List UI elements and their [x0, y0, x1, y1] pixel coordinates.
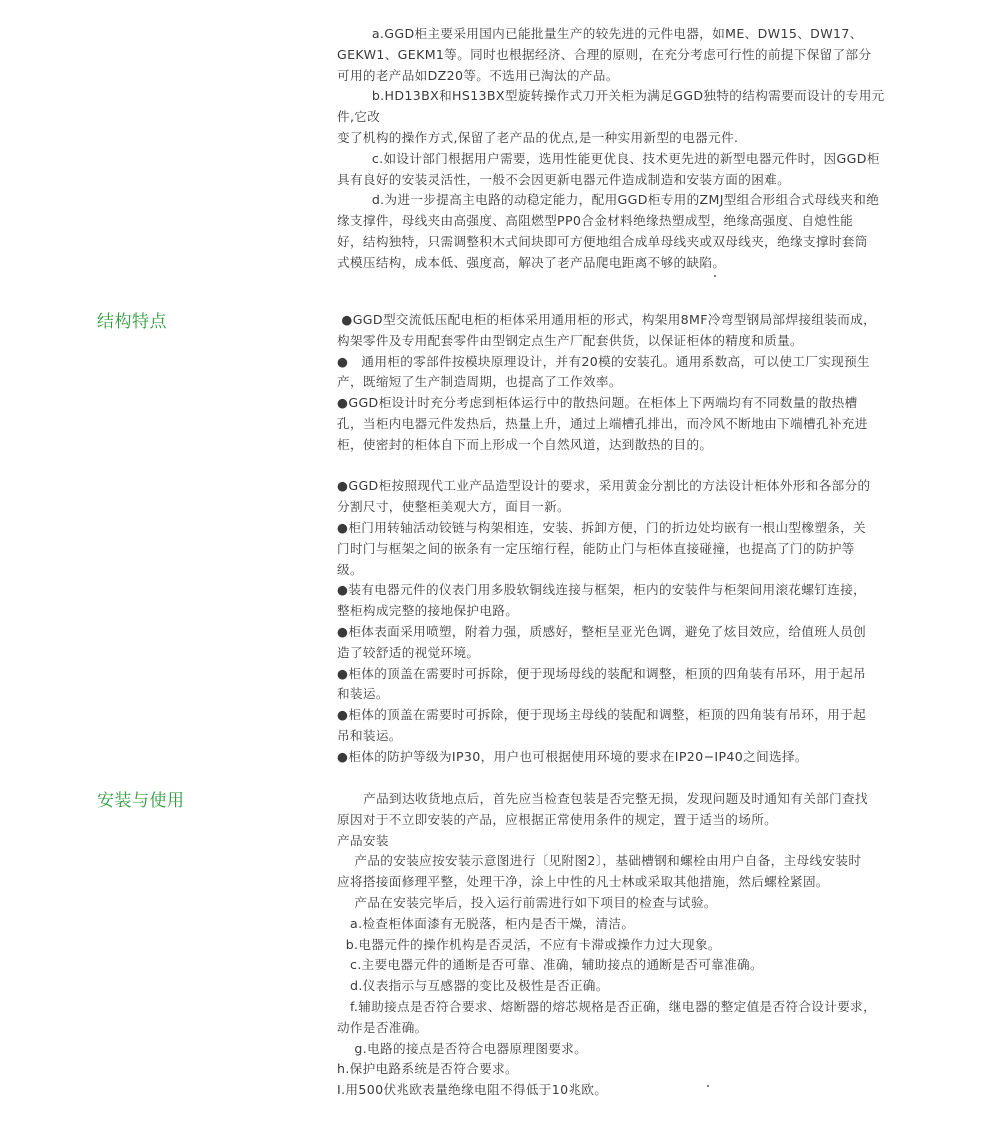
- intro-line: 具有良好的安装灵活性，一般不会因更新电器元件造成制造和安装方面的困难。: [337, 171, 791, 187]
- structure-line: ●柜体的顶盖在需要时可拆除，便于现场母线的装配和调整，柜顶的四角装有吊环，用于起吊: [337, 665, 867, 681]
- install-line: 应将搭接面修理平整，处理干净，涂上中性的凡士林或采取其他措施，然后螺栓紧固。: [337, 874, 829, 890]
- install-line: b.电器元件的操作机构是否灵活，不应有卡滞或操作力过大现象。: [337, 936, 721, 952]
- stray-dot: [707, 1085, 709, 1087]
- structure-line: 吊和装运。: [337, 727, 402, 743]
- intro-text: [337, 24, 925, 274]
- install-text: [337, 789, 925, 1101]
- structure-line: 和装运。: [337, 686, 389, 702]
- intro-line: 缘支撑件，母线夹由高强度、高阻燃型PP0合金材料绝缘热塑成型，绝缘高强度、自熄性能: [337, 213, 854, 229]
- structure-line: ●GGD柜按照现代工业产品造型设计的要求，采用黄金分割比的方法设计柜体外形和各部分的: [337, 478, 871, 494]
- structure-line: 孔，当柜内电器元件发热后，热量上升，通过上端槽孔排出，而冷风不断地由下端槽孔补充进: [337, 415, 868, 431]
- install-line: 产品安装: [337, 832, 389, 848]
- structure-line: 整柜构成完整的接地保护电路。: [337, 603, 519, 619]
- structure-line: 产，既缩短了生产制造周期，也提高了工作效率。: [337, 374, 622, 390]
- intro-line: d.为进一步提高主电路的动稳定能力，配用GGD柜专用的ZMJ型组合形组合式母线夹和绝: [337, 192, 880, 208]
- structure-line: 柜，使密封的柜体自下而上形成一个自然风道，达到散热的目的。: [337, 436, 713, 452]
- install-line: I.用500伏兆欧表量绝缘电阻不得低于10兆欧。: [337, 1082, 608, 1098]
- structure-line: [337, 456, 925, 477]
- intro-line: c.如设计部门根据用户需要，选用性能更优良、技术更先进的新型电器元件时，因GGD柜: [337, 150, 880, 166]
- install-line: f.辅助接点是否符合要求、熔断器的熔芯规格是否正确，继电器的整定值是否符合设计要求，: [337, 998, 877, 1014]
- structure-line: 门时门与框架之间的嵌条有一定压缩行程，能防止门与柜体直接碰撞，也提高了门的防护等: [337, 540, 855, 556]
- stray-dot: [714, 275, 716, 277]
- intro-line: GEKW1、GEKM1等。同时也根据经济、合理的原则，在充分考虑可行性的前提下保留了部分: [337, 46, 872, 62]
- structure-line: 级。: [337, 561, 363, 577]
- intro-line: 件,它改: [337, 109, 381, 125]
- install-line: a.检查柜体面漆有无脱落，柜内是否干燥，清洁。: [337, 915, 635, 931]
- section-heading-structure: 结构特点: [97, 312, 167, 332]
- structure-line: ●柜体表面采用喷塑，附着力强，质感好，整柜呈亚光色调，避免了炫目效应，给值班人员创: [337, 623, 867, 639]
- install-line: d.仪表指示与互感器的变比及极性是否正确。: [337, 978, 609, 994]
- install-line: 原因对于不立即安装的产品，应根据正常使用条件的规定，置于适当的场所。: [337, 811, 778, 827]
- structure-text: [337, 310, 925, 768]
- intro-line: b.HD13BX和HS13BX型旋转操作式刀开关柜为满足GGD独特的结构需要而设计的专用元: [337, 88, 885, 104]
- structure-line: 分割尺寸，使整柜美观大方，面目一新。: [337, 499, 570, 515]
- structure-line: ●GGD型交流低压配电柜的柜体采用通用柜的形式，构架用8MF冷弯型钢局部焊接组装而成，: [337, 312, 877, 327]
- install-line: h.保护电路系统是否符合要求。: [337, 1061, 518, 1077]
- intro-line: 好，结构独特，只需调整积木式间块即可方便地组合成单母线夹或双母线夹，绝缘支撑时套筒: [337, 233, 868, 249]
- structure-line: 构架零件及专用配套零件由型钢定点生产厂配套供货，以保证柜体的精度和质量。: [337, 332, 803, 348]
- install-line: g.电路的接点是否符合电器原理图要求。: [337, 1040, 588, 1056]
- structure-line: ●柜体的顶盖在需要时可拆除，便于现场主母线的装配和调整，柜顶的四角装有吊环，用于起: [337, 707, 867, 723]
- intro-line: a.GGD柜主要采用国内已能批量生产的较先进的元件电器，如ME、DW15、DW17、: [337, 26, 863, 41]
- intro-line: 变了机构的操作方式,保留了老产品的优点,是一种实用新型的电器元件.: [337, 129, 739, 145]
- install-line: 产品在安装完毕后，投入运行前需进行如下项目的检查与试验。: [337, 894, 717, 910]
- structure-line: ●GGD柜设计时充分考虑到柜体运行中的散热问题。在柜体上下两端均有不同数量的散热槽: [337, 395, 858, 411]
- structure-line: ●装有电器元件的仪表门用多股软铜线连接与框架，柜内的安装件与柜架间用滚花螺钉连接，: [337, 582, 867, 598]
- structure-line: ● 通用柜的零部件按模块原理设计，并有20模的安装孔。通用系数高，可以使工厂实现预生: [337, 353, 870, 369]
- structure-line: ●柜门用转轴活动铰链与构架相连，安装、拆卸方便，门的折边处均嵌有一根山型橡塑条，关: [337, 519, 867, 535]
- structure-line: ●柜体的防护等级为IP30，用户也可根据使用环境的要求在IP20−IP40之间选择。: [337, 748, 808, 764]
- section-heading-install: 安装与使用: [97, 791, 185, 811]
- install-line: 产品的安装应按安装示意图进行〔见附图2〕，基础槽钢和螺栓由用户自备，主母线安装时: [337, 853, 862, 869]
- install-line: 产品到达收货地点后，首先应当检查包装是否完整无损，发现问题及时通知有关部门查找: [337, 791, 868, 806]
- install-line: 动作是否准确。: [337, 1019, 428, 1035]
- structure-line: 造了较舒适的视觉环境。: [337, 644, 480, 660]
- intro-line: 式模压结构，成本低、强度高，解决了老产品爬电距离不够的缺陷。: [337, 254, 726, 270]
- intro-line: 可用的老产品如DZ20等。不选用已淘汰的产品。: [337, 67, 619, 83]
- install-line: c.主要电器元件的通断是否可靠、准确，辅助接点的通断是否可靠准确。: [337, 957, 763, 973]
